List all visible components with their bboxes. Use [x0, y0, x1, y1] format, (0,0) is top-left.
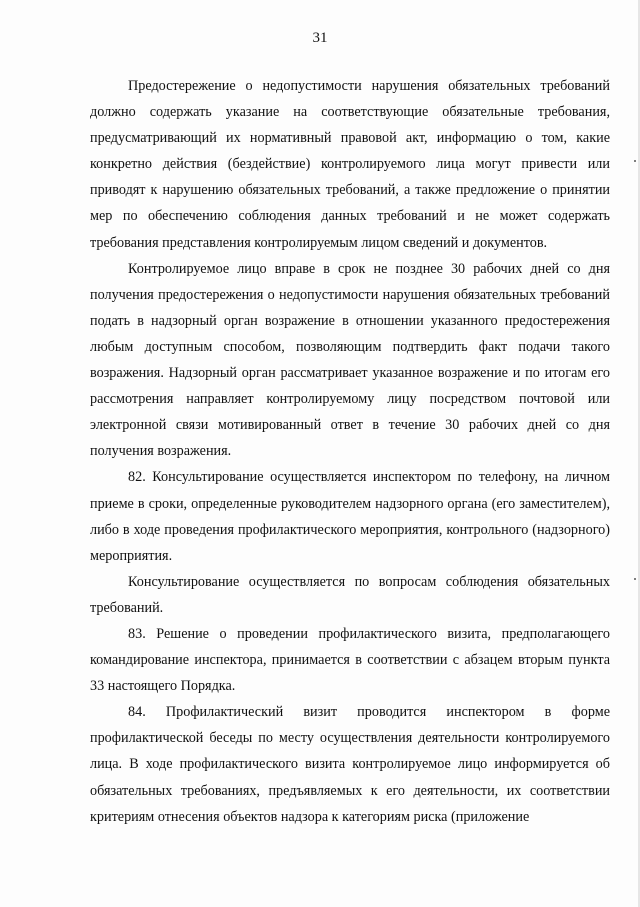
paragraph-84-preventive-visit: 84. Профилактический визит проводится инспектором в форме профилактической беседы по месту осуществления деятельности контролируемого лица. В ходе профилактического визита контролируемое лицо информируется об обязательных требованиях, предъявляемых к его деятельности, их соответствии критериям отнесения объектов надзора к категориям риска (приложение	[90, 704, 610, 825]
paragraph-warning-content: Предостережение о недопустимости нарушения обязательных требований должно содержать указание на соответствующие обязательные требования, предусматривающий их нормативный правовой акт, информацию о том, какие конкретно действия (бездействие) контролируемого лица могут привести или приводят к нарушению обязательных требований, а также предложение о принятии мер по обеспечению соблюдения данных требований и не может содержать требования представления контролируемым лицом сведений и документов.	[90, 78, 610, 251]
scan-speck	[634, 160, 636, 162]
paragraph-82-consulting: 82. Консультирование осуществляется инспектором по телефону, на личном приеме в сроки, определенные руководителем надзорного органа (его заместителем), либо в ходе проведения профилактического мероприятия, контрольного (надзорного) мероприятия.	[90, 469, 610, 564]
document-body	[90, 73, 610, 830]
paragraph-83-visit-decision: 83. Решение о проведении профилактического визита, предполагающего командирование инспектора, принимается в соответствии с абзацем вторым пункта 33 настоящего Порядка.	[90, 625, 610, 695]
scan-speck	[634, 578, 636, 580]
paragraph-consulting-topics: Консультирование осуществляется по вопросам соблюдения обязательных требований.	[90, 573, 610, 616]
paragraph-objection-right: Контролируемое лицо вправе в срок не позднее 30 рабочих дней со дня получения предостережения о недопустимости нарушения обязательных требований подать в надзорный орган возражение в отношении указанного предостережения любым доступным способом, позволяющим подтвердить факт подачи такого возражения. Надзорный орган рассматривает указанное возражение и по итогам его рассмотрения направляет контролируемому лицу посредством почтовой или электронной связи мотивированный ответ в течение 30 рабочих дней со дня получения возражения.	[90, 260, 610, 460]
page-number: 31	[312, 30, 328, 46]
